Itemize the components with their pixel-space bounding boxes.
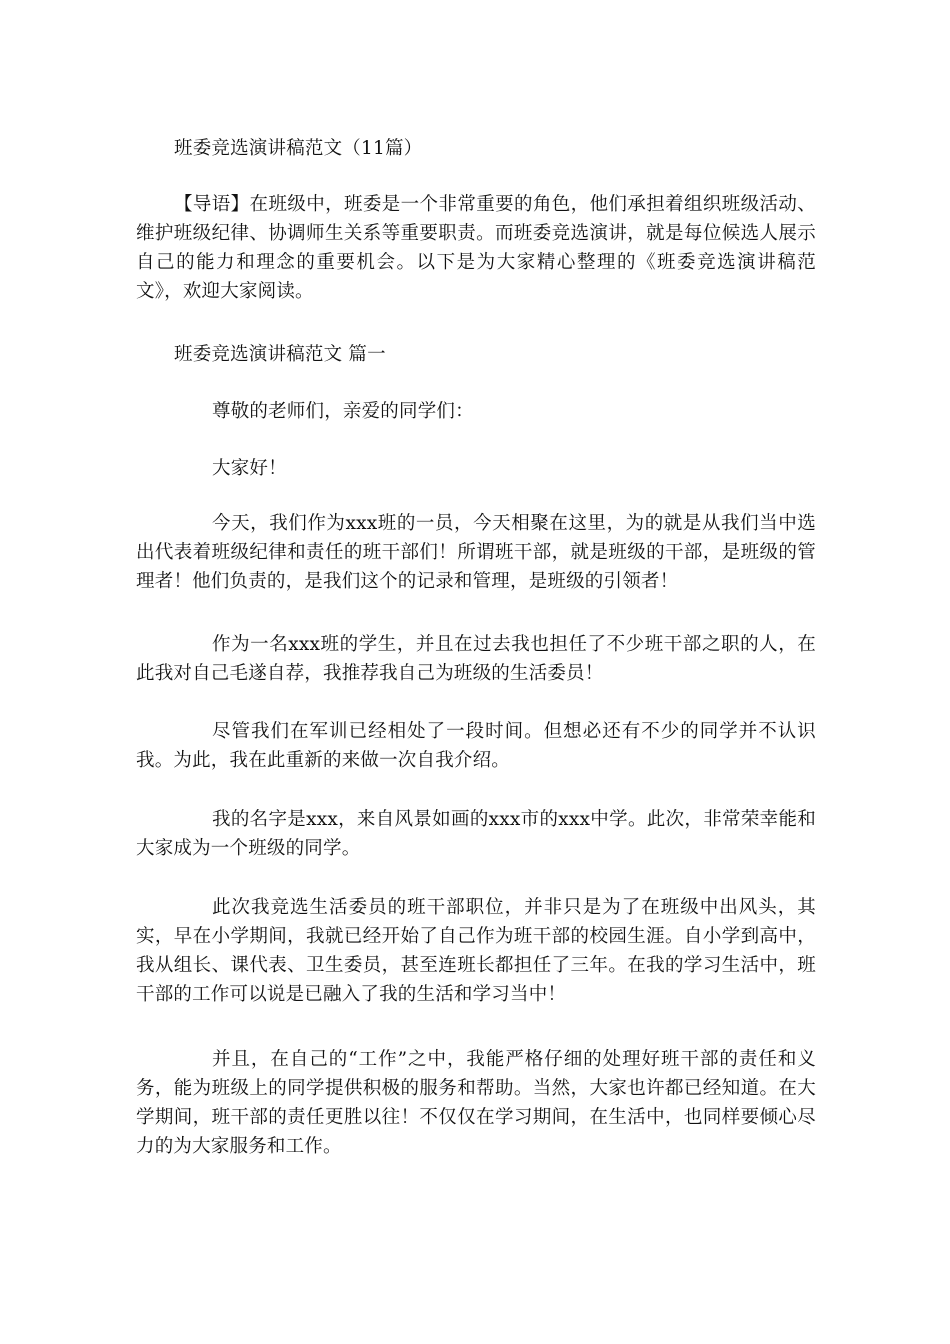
body-paragraph: 尽管我们在军训已经相处了一段时间。但想必还有不少的同学并不认识我。为此，我在此重新的来做一次自我介绍。 bbox=[136, 721, 816, 771]
section-heading: 班委竞选演讲稿范文 篇一 bbox=[174, 344, 386, 365]
body-paragraph: 今天，我们作为xxx班的一员，今天相聚在这里，为的就是从我们当中选出代表着班级纪律和责任的班干部们！所谓班干部，就是班级的干部，是班级的管理者！他们负责的，是我们这个的记录和管理，是班级的引领者！ bbox=[136, 513, 816, 592]
body-paragraph: 作为一名xxx班的学生，并且在过去我也担任了不少班干部之职的人，在此我对自己毛遂自荐，我推荐我自己为班级的生活委员！ bbox=[136, 634, 816, 684]
document-title: 班委竞选演讲稿范文（11篇） bbox=[174, 138, 423, 159]
body-paragraph: 我的名字是xxx，来自风景如画的xxx市的xxx中学。此次，非常荣幸能和大家成为一个班级的同学。 bbox=[136, 809, 816, 859]
greeting-paragraph: 大家好！ bbox=[212, 458, 287, 479]
salutation-paragraph: 尊敬的老师们，亲爱的同学们： bbox=[212, 401, 474, 422]
intro-paragraph: 【导语】在班级中，班委是一个非常重要的角色，他们承担着组织班级活动、维护班级纪律、协调师生关系等重要职责。而班委竞选演讲，就是每位候选人展示自己的能力和理念的重要机会。以下是为大家精心整理的《班委竞选演讲稿范文》，欢迎大家阅读。 bbox=[136, 194, 816, 302]
body-paragraph: 此次我竞选生活委员的班干部职位，并非只是为了在班级中出风头，其实，早在小学期间，我就已经开始了自己作为班干部的校园生涯。自小学到高中，我从组长、课代表、卫生委员，甚至连班长都担任了三年。在我的学习生活中，班干部的工作可以说是已融入了我的生活和学习当中！ bbox=[136, 897, 816, 1005]
body-paragraph: 并且，在自己的“工作”之中，我能严格仔细的处理好班干部的责任和义务，能为班级上的同学提供积极的服务和帮助。当然，大家也许都已经知道。在大学期间，班干部的责任更胜以往！不仅仅在学习期间，在生活中，也同样要倾心尽力的为大家服务和工作。 bbox=[136, 1049, 816, 1157]
